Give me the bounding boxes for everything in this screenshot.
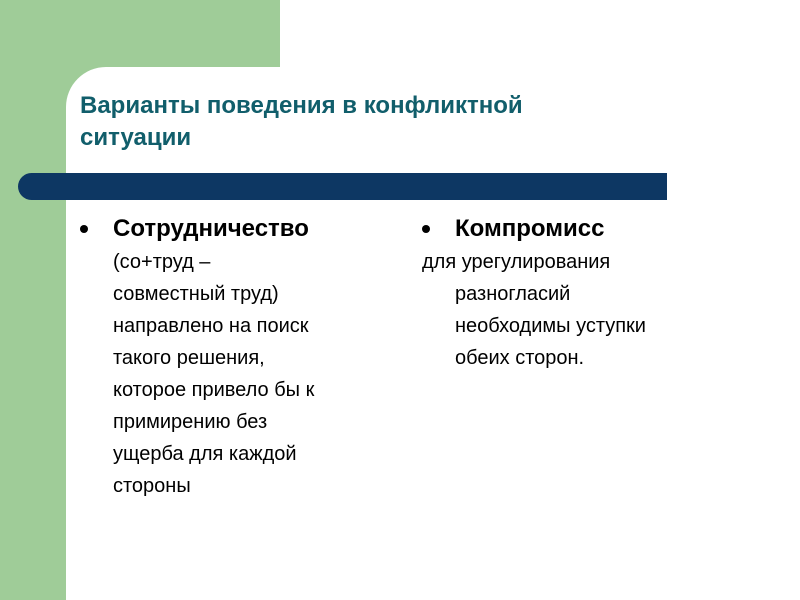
compromise-text-line-1: для урегулирования — [422, 251, 611, 273]
cooperation-text-line-3: направлено на поиск — [113, 315, 309, 337]
cooperation-text-line-1: (со+труд – — [113, 251, 211, 273]
left-column — [80, 212, 400, 502]
slide-title — [80, 90, 720, 154]
title-underline-bar — [18, 173, 667, 200]
bullet-item-cooperation — [80, 212, 400, 502]
cooperation-text-line-7: ущерба для каждой — [113, 443, 297, 465]
compromise-text-line-4: обеих сторон. — [455, 347, 585, 369]
slide-title-line-1: Варианты поведения в конфликтной — [80, 92, 523, 119]
cooperation-text-line-4: такого решения, — [113, 347, 265, 369]
slide-title-line-2: ситуации — [80, 124, 192, 151]
cooperation-heading: Сотрудничество — [113, 215, 309, 242]
compromise-text-line-3: необходимы уступки — [455, 315, 646, 337]
bullet-dot-icon — [80, 225, 88, 233]
bullet-dot-icon — [422, 225, 430, 233]
cooperation-text-line-6: примирению без — [113, 411, 268, 433]
cooperation-text-line-2: совместный труд) — [113, 283, 279, 305]
right-column — [422, 212, 752, 374]
compromise-heading: Компромисс — [455, 215, 605, 242]
cooperation-text-line-8: стороны — [113, 475, 191, 497]
bullet-item-compromise — [422, 212, 752, 246]
cooperation-text-line-5: которое привело бы к — [113, 379, 315, 401]
compromise-text-line-2: разногласий — [455, 283, 571, 305]
